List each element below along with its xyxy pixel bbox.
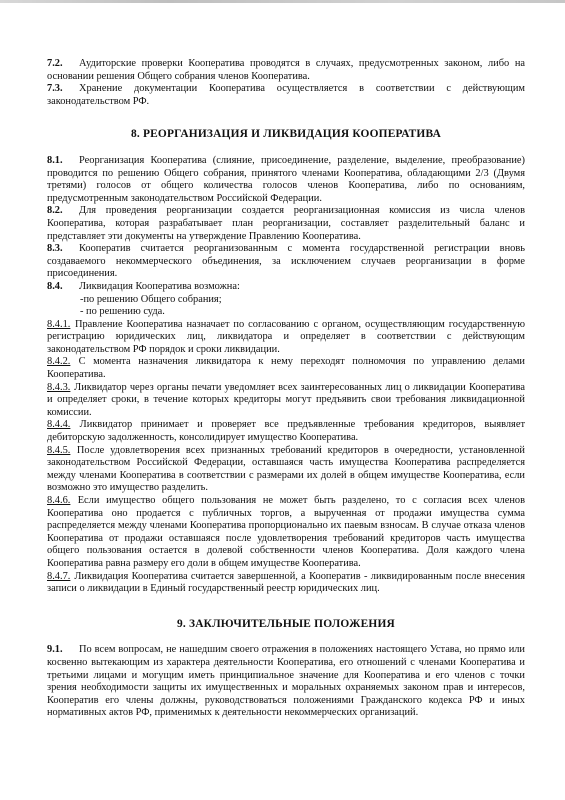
clause-8-2 — [47, 205, 525, 243]
clause-8-4 — [47, 281, 525, 294]
clause-text: Ликвидатор через органы печати уведомляет всех заинтересованных лиц о ликвидации Кооператива и определяет сроки, в течение которых кредиторы могут предъявить свои требования ликвидационной комиссии. — [47, 381, 525, 418]
clause-number: 7.2. — [47, 58, 63, 69]
clause-number: 8.4.6. — [47, 495, 71, 506]
clause-text: Для проведения реорганизации создается реорганизационная комиссия из числа членов Кооператива, которая разрабатывает план реорганизации, составляет разделительный баланс и представляет эти документы на утверждение Правлению Кооператива. — [47, 205, 525, 242]
clause-number: 8.2. — [47, 205, 63, 217]
clause-8-4-2 — [47, 356, 525, 381]
clause-number: 8.1. — [47, 154, 63, 166]
clause-8-4-item: -по решению Общего собрания; — [80, 293, 222, 305]
clause-8-4-item: - по решению суда. — [80, 306, 165, 318]
clause-number: 8.4.3. — [47, 381, 71, 393]
clause-text: Реорганизация Кооператива (слияние, присоединение, разделение, выделение, преобразование) проводится по решению Общего собрания, принятого членами Кооператива, обладающими 2/3 (Двумя третями) голосов от общего количества голосов членов Кооператива, либо по основаниям, предусмотренным законодательством Российской Федерации. — [47, 154, 525, 204]
clause-8-4-6 — [47, 495, 525, 571]
clause-text: Хранение документации Кооператива осуществляется в соответствии с действующим законодательством РФ. — [47, 83, 525, 107]
clause-number: 8.4.2. — [47, 356, 71, 368]
clause-number: 8.4.7. — [47, 570, 71, 582]
clause-text: После удовлетворения всех признанных требований кредиторов в очередности, установленной законодательством Российской Федерации, оставшаяся часть имущества Кооператива распределяется между членами Кооператива в соответствии с размерами их долей в общем имуществе Кооператива, если возможно это имущество разделить. — [47, 444, 525, 494]
clause-text: Ликвидация Кооператива считается завершенной, а Кооператив - ликвидированным после внесения записи о ликвидации в Единый государственный реестр юридических лиц. — [47, 570, 525, 595]
clause-text: Кооператив считается реорганизованным с момента государственной регистрации вновь создаваемого некоммерческого объединения, за исключением случаев реорганизации в форме присоединения. — [47, 243, 525, 280]
clause-text: Если имущество общего пользования не может быть разделено, то с согласия всех членов Кооператива оно продается с публичных торгов, а вырученная от продажи имущества сумма распределяется между членами Кооператива пропорционально их паевым взносам. В случае отказа членов Кооператива от продажи оставшаяся после удовлетворения требований кредиторов часть имущества общего пользования остается в долевой собственности членов Кооператива. Доля каждого члена Кооператива равна размеру его доли в общем имуществе Кооператива. — [47, 495, 525, 569]
clause-number: 8.4. — [47, 280, 63, 292]
clause-text: Ликвидатор принимает и проверяет все предъявленные требования кредиторов, выявляет дебиторскую задолженность, консолидирует имущество Кооператива. — [47, 419, 525, 444]
clause-8-4-3 — [47, 382, 525, 420]
clause-text: Правление Кооператива назначает по согласованию с органом, осуществляющим государственную регистрацию юридических лиц, ликвидатора и определяет в соответствии с действующим законодательством РФ порядок и сроки ликвидации. — [47, 318, 525, 355]
clause-number: 9.1. — [47, 644, 63, 656]
clause-7-3 — [47, 83, 525, 108]
clause-text: С момента назначения ликвидатора к нему переходят полномочия по управлению делами Кооператива. — [47, 356, 525, 381]
clause-number: 7.3. — [47, 83, 63, 95]
clause-number: 8.4.5. — [47, 444, 71, 456]
scan-edge — [0, 0, 565, 3]
clause-8-4-1 — [47, 319, 525, 357]
clause-number: 8.4.4. — [47, 419, 71, 431]
clause-8-1 — [47, 155, 525, 205]
clause-text: По всем вопросам, не нашедшим своего отражения в положениях настоящего Устава, но прямо или косвенно вытекающим из характера деятельности Кооператива, его отношений с членами Кооператива и третьими лицами и могущим иметь принципиальное значение для Кооператива и его членов с точки зрения необходимости защиты их имущественных и моральных охраняемых законом прав и интересов, Кооператив его члены должны, руководствоваться положениями Гражданского кодекса РФ и иных нормативных актов РФ, применимых к деятельности некоммерческих организаций. — [47, 644, 525, 719]
clause-8-4-5 — [47, 445, 525, 495]
clause-8-3 — [47, 243, 525, 281]
section-9-heading: 9. ЗАКЛЮЧИТЕЛЬНЫЕ ПОЛОЖЕНИЯ — [177, 617, 395, 630]
clause-number: 8.4.1. — [47, 318, 71, 330]
clause-text: Ликвидация Кооператива возможна: — [79, 280, 240, 292]
clause-number: 8.3. — [47, 243, 63, 255]
section-8-heading: 8. РЕОРГАНИЗАЦИЯ И ЛИКВИДАЦИЯ КООПЕРАТИВА — [130, 128, 441, 141]
clause-8-4-4 — [47, 419, 525, 444]
clause-text: Аудиторские проверки Кооператива проводятся в случаях, предусмотренных законом, либо на основании решения Общего собрания членов Кооператива. — [47, 58, 525, 82]
clause-7-2 — [47, 58, 525, 83]
clause-9-1 — [47, 644, 525, 720]
clause-8-4-7 — [47, 571, 525, 596]
